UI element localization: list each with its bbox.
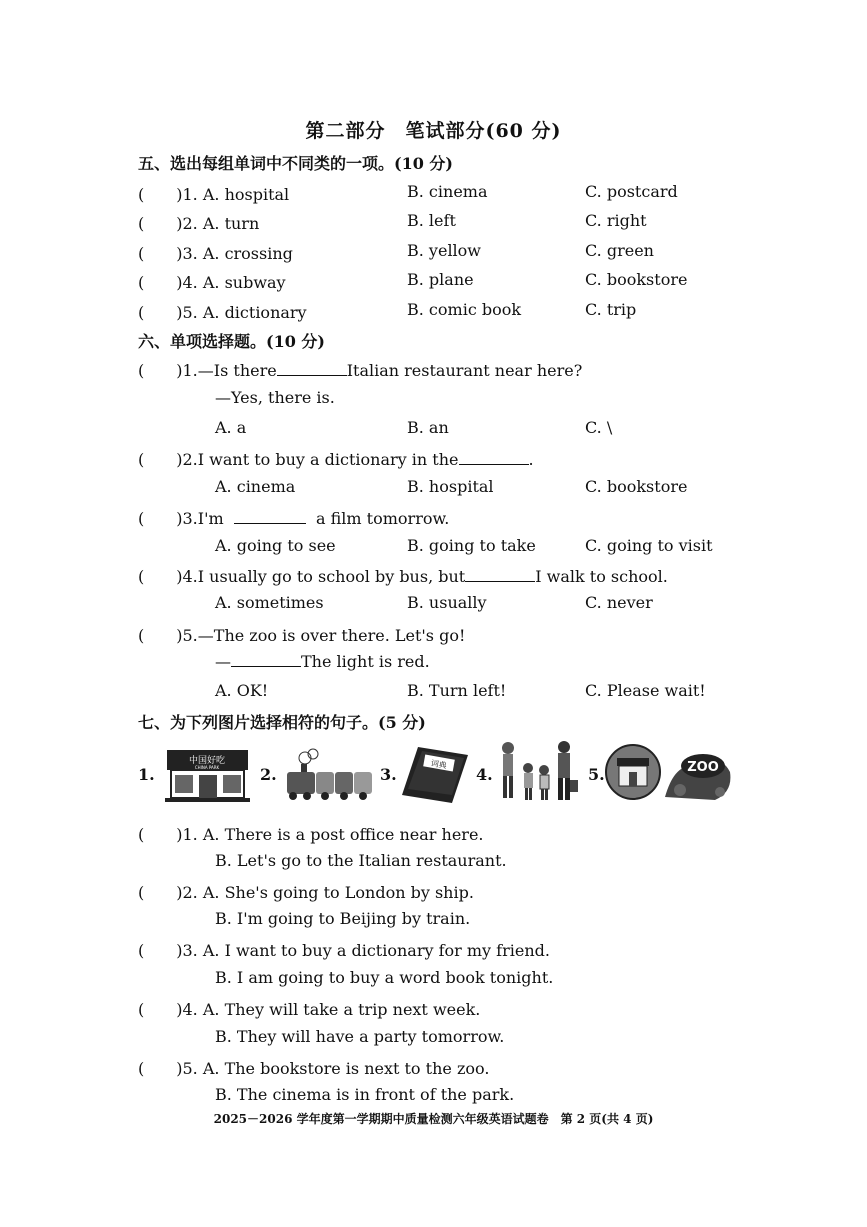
section-7-item-a: ( )4. A. They will take a trip next week. bbox=[138, 1000, 481, 1019]
question-text: I walk to school. bbox=[535, 567, 668, 586]
option-c: C. never bbox=[585, 593, 653, 612]
option-c: C. \ bbox=[585, 418, 613, 437]
option-c: C. trip bbox=[585, 300, 637, 319]
option-a: A. cinema bbox=[215, 477, 296, 496]
section-7-item-b: B. I am going to buy a word book tonight. bbox=[215, 968, 554, 987]
item-question: ( )2. A. turn bbox=[138, 214, 260, 233]
answer-blank bbox=[231, 652, 301, 667]
answer-blank bbox=[277, 361, 347, 376]
dictionary-book-picture bbox=[400, 745, 470, 805]
option-b: B. usually bbox=[407, 593, 487, 612]
question-text: Italian restaurant near here? bbox=[346, 361, 583, 380]
picture-number: 3. bbox=[380, 765, 397, 784]
option-b: B. left bbox=[407, 211, 456, 230]
question-text: I usually go to school by bus, but bbox=[197, 567, 466, 586]
question-reply bbox=[215, 652, 430, 671]
option-b: B. hospital bbox=[407, 477, 494, 496]
restaurant-picture bbox=[165, 748, 250, 803]
question-text: a film tomorrow. bbox=[316, 509, 450, 528]
option-b: B. cinema bbox=[407, 182, 488, 201]
answer-blank bbox=[465, 567, 535, 582]
answer-paren: ( )3. bbox=[138, 509, 198, 528]
family-trip-picture bbox=[498, 740, 578, 805]
answer-blank bbox=[459, 450, 529, 465]
picture-number: 1. bbox=[138, 765, 155, 784]
item-question: ( )4. A. subway bbox=[138, 273, 286, 292]
section-5-heading: 五、选出每组单词中不同类的一项。(10 分) bbox=[138, 154, 453, 173]
option-b: B. an bbox=[407, 418, 449, 437]
item-question: ( )3. A. crossing bbox=[138, 244, 293, 263]
section-7-item-b: B. They will have a party tomorrow. bbox=[215, 1027, 505, 1046]
question-text: . bbox=[528, 450, 534, 469]
question-3 bbox=[138, 506, 449, 529]
book-title-text: 词典 bbox=[430, 758, 448, 771]
train-picture bbox=[283, 748, 378, 803]
option-c: C. postcard bbox=[585, 182, 678, 201]
reply-dash: — bbox=[215, 652, 231, 671]
option-c: C. right bbox=[585, 211, 647, 230]
item-question: ( )1. A. hospital bbox=[138, 185, 290, 204]
answer-blank bbox=[234, 509, 306, 524]
question-text: I want to buy a dictionary in the bbox=[197, 450, 459, 469]
picture-number: 4. bbox=[476, 765, 493, 784]
question-4 bbox=[138, 564, 668, 587]
section-7-item-a: ( )5. A. The bookstore is next to the zoo. bbox=[138, 1059, 490, 1078]
section-7-item-b: B. The cinema is in front of the park. bbox=[215, 1085, 515, 1104]
section-6-heading: 六、单项选择题。(10 分) bbox=[138, 332, 325, 351]
question-text: I'm bbox=[197, 509, 224, 528]
item-question: ( )5. A. dictionary bbox=[138, 303, 307, 322]
section-7-item-a: ( )3. A. I want to buy a dictionary for my friend. bbox=[138, 941, 550, 960]
picture-number: 5. bbox=[588, 765, 605, 784]
answer-paren: ( )5. bbox=[138, 626, 198, 645]
option-a: A. a bbox=[215, 418, 247, 437]
restaurant-sign-text: 中国好吃 bbox=[188, 756, 226, 766]
answer-paren: ( )1. bbox=[138, 361, 198, 380]
question-1 bbox=[138, 358, 582, 381]
page-title: 第二部分 笔试部分(60 分) bbox=[305, 120, 562, 142]
answer-paren: ( )4. bbox=[138, 567, 198, 586]
reply-text: The light is red. bbox=[301, 652, 430, 671]
option-a: A. OK! bbox=[215, 681, 269, 700]
option-c: C. going to visit bbox=[585, 536, 713, 555]
option-b: B. going to take bbox=[407, 536, 536, 555]
section-7-item-a: ( )1. A. There is a post office near here. bbox=[138, 825, 484, 844]
option-c: C. Please wait! bbox=[585, 681, 706, 700]
option-a: A. sometimes bbox=[215, 593, 324, 612]
option-c: C. bookstore bbox=[585, 477, 688, 496]
option-c: C. bookstore bbox=[585, 270, 688, 289]
question-reply: —Yes, there is. bbox=[215, 388, 335, 407]
section-7-heading: 七、为下列图片选择相符的句子。(5 分) bbox=[138, 713, 426, 732]
zoo-sign-text: ZOO bbox=[687, 760, 719, 775]
question-2 bbox=[138, 447, 534, 470]
page-footer: 2025－2026 学年度第一学期期中质量检测六年级英语试题卷 第 2 页(共 4 页) bbox=[213, 1112, 654, 1126]
question-5 bbox=[138, 623, 465, 646]
option-b: B. comic book bbox=[407, 300, 522, 319]
option-b: B. plane bbox=[407, 270, 474, 289]
option-c: C. green bbox=[585, 241, 654, 260]
option-a: A. going to see bbox=[215, 536, 336, 555]
answer-paren: ( )2. bbox=[138, 450, 198, 469]
section-7-item-b: B. I'm going to Beijing by train. bbox=[215, 909, 471, 928]
question-text: —Is there bbox=[197, 361, 277, 380]
question-text: —The zoo is over there. Let's go! bbox=[197, 626, 466, 645]
section-7-item-b: B. Let's go to the Italian restaurant. bbox=[215, 851, 507, 870]
section-7-item-a: ( )2. A. She's going to London by ship. bbox=[138, 883, 474, 902]
option-b: B. Turn left! bbox=[407, 681, 507, 700]
picture-number: 2. bbox=[260, 765, 277, 784]
bookstore-zoo-picture bbox=[605, 742, 735, 804]
option-b: B. yellow bbox=[407, 241, 481, 260]
restaurant-sign-subtext: CHINA PARK bbox=[194, 765, 220, 770]
